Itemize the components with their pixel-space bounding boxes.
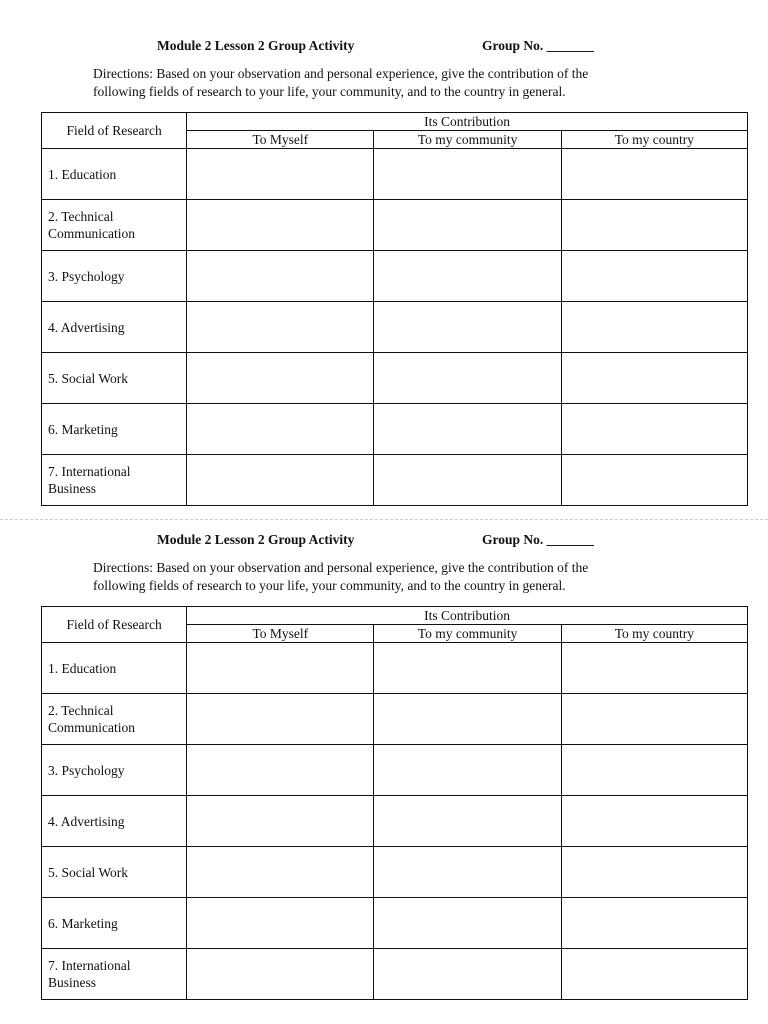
answer-cell-country[interactable]: [561, 404, 747, 455]
field-label: 1. Education: [48, 660, 117, 676]
table-row: [42, 353, 748, 404]
field-cell: [42, 455, 187, 506]
table-row: [42, 898, 748, 949]
field-cell: [42, 694, 187, 745]
table-row: [42, 745, 748, 796]
field-cell: [42, 847, 187, 898]
field-label: 1. Education: [48, 166, 117, 182]
table-row: [42, 200, 748, 251]
directions-line: following fields of research to your life, your community, and to the country in general.: [93, 84, 566, 99]
field-cell: [42, 302, 187, 353]
answer-cell-community[interactable]: [374, 745, 561, 796]
field-cell: [42, 353, 187, 404]
answer-cell-community[interactable]: [374, 898, 561, 949]
answer-cell-country[interactable]: [561, 455, 747, 506]
field-cell: [42, 745, 187, 796]
table-row: [42, 302, 748, 353]
group-number-label: Group No. _______: [482, 38, 594, 53]
answer-cell-country[interactable]: [561, 353, 747, 404]
to-myself-header: To Myself: [187, 131, 374, 149]
answer-cell-country[interactable]: [561, 643, 747, 694]
its-contribution-header: Its Contribution: [187, 113, 748, 131]
answer-cell-myself[interactable]: [187, 404, 374, 455]
table-header-row: [42, 607, 748, 625]
answer-cell-community[interactable]: [374, 251, 561, 302]
worksheet-title: Module 2 Lesson 2 Group Activity: [157, 532, 355, 547]
answer-cell-country[interactable]: [561, 149, 747, 200]
answer-cell-myself[interactable]: [187, 745, 374, 796]
field-of-research-header: Field of Research: [42, 607, 187, 643]
directions-line: following fields of research to your life, your community, and to the country in general.: [93, 578, 566, 593]
field-label: Business: [48, 481, 97, 496]
field-label: 6. Marketing: [48, 421, 118, 437]
field-cell: [42, 643, 187, 694]
answer-cell-myself[interactable]: [187, 200, 374, 251]
field-cell: [42, 200, 187, 251]
answer-cell-myself[interactable]: [187, 302, 374, 353]
answer-cell-country[interactable]: [561, 847, 747, 898]
directions-text: [93, 65, 733, 101]
field-label: 2. Technical: [48, 703, 114, 718]
field-label: Communication: [48, 226, 135, 241]
to-myself-header: To Myself: [187, 625, 374, 643]
table-row: [42, 796, 748, 847]
answer-cell-community[interactable]: [374, 302, 561, 353]
table-row: [42, 643, 748, 694]
answer-cell-myself[interactable]: [187, 149, 374, 200]
field-cell: [42, 898, 187, 949]
field-label: Business: [48, 975, 97, 990]
answer-cell-country[interactable]: [561, 949, 747, 1000]
answer-cell-country[interactable]: [561, 796, 747, 847]
to-my-community-header: To my community: [374, 131, 561, 149]
answer-cell-community[interactable]: [374, 949, 561, 1000]
answer-cell-myself[interactable]: [187, 949, 374, 1000]
field-label: 5. Social Work: [48, 864, 129, 880]
contribution-table: [41, 606, 748, 1000]
field-cell: [42, 796, 187, 847]
field-label: 6. Marketing: [48, 915, 118, 931]
answer-cell-myself[interactable]: [187, 694, 374, 745]
answer-cell-community[interactable]: [374, 404, 561, 455]
directions-text: [93, 559, 733, 595]
answer-cell-community[interactable]: [374, 643, 561, 694]
answer-cell-myself[interactable]: [187, 455, 374, 506]
answer-cell-country[interactable]: [561, 745, 747, 796]
field-label: 2. Technical: [48, 209, 114, 224]
table-row: [42, 149, 748, 200]
table-row: [42, 455, 748, 506]
contribution-table: [41, 112, 748, 506]
table-row: [42, 949, 748, 1000]
group-number-label: Group No. _______: [482, 532, 594, 547]
answer-cell-country[interactable]: [561, 302, 747, 353]
worksheet-title: Module 2 Lesson 2 Group Activity: [157, 38, 355, 53]
answer-cell-community[interactable]: [374, 847, 561, 898]
field-cell: [42, 404, 187, 455]
answer-cell-community[interactable]: [374, 796, 561, 847]
answer-cell-community[interactable]: [374, 200, 561, 251]
answer-cell-myself[interactable]: [187, 251, 374, 302]
field-label: 7. International: [48, 958, 131, 973]
table-row: [42, 404, 748, 455]
to-my-community-header: To my community: [374, 625, 561, 643]
answer-cell-country[interactable]: [561, 694, 747, 745]
table-header-row: [42, 113, 748, 131]
field-cell: [42, 949, 187, 1000]
answer-cell-myself[interactable]: [187, 898, 374, 949]
table-row: [42, 847, 748, 898]
table-row: [42, 694, 748, 745]
answer-cell-country[interactable]: [561, 251, 747, 302]
answer-cell-community[interactable]: [374, 694, 561, 745]
field-label: 4. Advertising: [48, 813, 125, 829]
cut-line-divider: [0, 519, 768, 520]
directions-line: Directions: Based on your observation and personal experience, give the contribution of the: [93, 560, 589, 575]
field-label: 3. Psychology: [48, 268, 125, 284]
field-label: 4. Advertising: [48, 319, 125, 335]
field-label: 3. Psychology: [48, 762, 125, 778]
answer-cell-country[interactable]: [561, 898, 747, 949]
field-cell: [42, 251, 187, 302]
field-of-research-header: Field of Research: [42, 113, 187, 149]
field-cell: [42, 149, 187, 200]
field-label: 5. Social Work: [48, 370, 129, 386]
field-label: Communication: [48, 720, 135, 735]
answer-cell-myself[interactable]: [187, 796, 374, 847]
answer-cell-myself[interactable]: [187, 643, 374, 694]
answer-cell-myself[interactable]: [187, 847, 374, 898]
its-contribution-header: Its Contribution: [187, 607, 748, 625]
answer-cell-community[interactable]: [374, 455, 561, 506]
field-label: 7. International: [48, 464, 131, 479]
table-row: [42, 251, 748, 302]
answer-cell-myself[interactable]: [187, 353, 374, 404]
answer-cell-community[interactable]: [374, 353, 561, 404]
to-my-country-header: To my country: [561, 625, 747, 643]
answer-cell-community[interactable]: [374, 149, 561, 200]
directions-line: Directions: Based on your observation and personal experience, give the contribution of the: [93, 66, 589, 81]
to-my-country-header: To my country: [561, 131, 747, 149]
answer-cell-country[interactable]: [561, 200, 747, 251]
